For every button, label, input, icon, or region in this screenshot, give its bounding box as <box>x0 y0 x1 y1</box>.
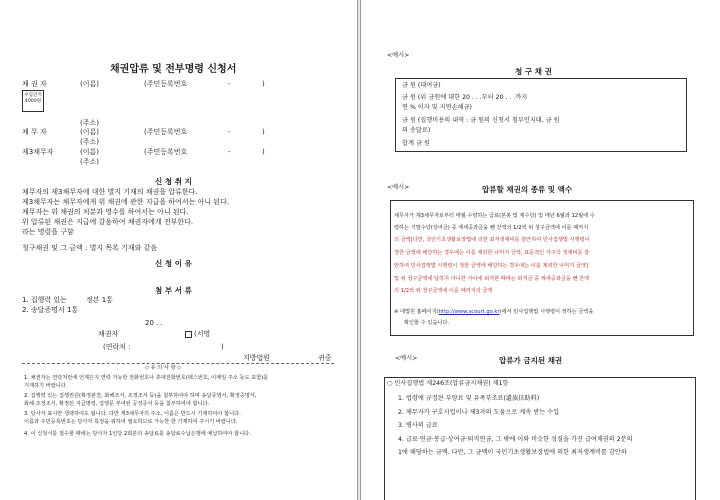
law-item: 4. 급료·연금·봉급·상여금·퇴직연금, 그 밖에 이와 비슷한 성질을 가진 급여채권의 2분의 <box>398 436 633 443</box>
note-line: 3. 당사자 표시란 생략하여도 됩니다. 다만 제3채무자의 주소, 이름은 반드시 기재하여야 합니다. <box>24 411 241 417</box>
claim-amount-line: 청구채권 및 그 금액 : 별지 목록 기재와 같음 <box>22 244 158 252</box>
seize-title: 압류할 채권의 종류 및 액수 <box>482 185 573 194</box>
stamp-label: 수입인지 <box>24 93 42 98</box>
right-page <box>362 0 720 500</box>
seize-line: 및 위 청구금액에 달하지 아니한 사이에 퇴직한 때에는 퇴직금 중 제세공과금을 뺀 잔액 <box>394 276 590 282</box>
contact-close: ) <box>221 343 224 351</box>
purpose-line: 위 압류된 채권은 지급에 갈음하여 채권자에게 전부한다. <box>22 218 194 226</box>
seize-line: 정한 금액에 해당하는 경우에는 이를 제외한 나머지 금액, 표준적인 가구의 생계비를 감 <box>394 250 590 256</box>
creditor-name-label: (이름) <box>80 80 99 88</box>
revenue-stamp-box <box>22 90 44 112</box>
creditor-id-sep: - <box>228 80 231 88</box>
creditor-role: 채 권 자 <box>22 80 47 88</box>
creditor-address-label: (주소) <box>80 119 99 127</box>
claim-row: 금 원 (대여금) <box>402 82 441 89</box>
law-item: 2. 채무자가 구호사업이나 제3자의 도움으로 계속 받는 수입 <box>398 409 560 416</box>
debtor-name-label: (이름) <box>80 128 99 136</box>
third-debtor-name-label: (이름) <box>80 148 99 156</box>
debtor-id-label: (주민등록번호 <box>144 128 188 136</box>
date-line: 20 . . <box>145 319 163 327</box>
third-debtor-role: 제3채무자 <box>22 148 54 156</box>
reason-heading: 신 청 이 유 <box>155 259 192 268</box>
claim-row: 연 % 이자 및 지연손해금) <box>402 104 472 111</box>
creditor-id-label: (주민등록번호 <box>144 80 188 88</box>
claim-row: 금 원 (집행비용의 내역 : 금 원의 신청서 첨부인지대, 금 원 <box>402 117 560 124</box>
seize-line: 채무자가 제3채무자로부터 매월 수령하는 급료(본봉 및 제수당) 및 매년 6월과 12월에 수 <box>394 213 595 219</box>
claim-row: 금 원 (위 금원에 대한 20 . . .부터 20 . . .까지 <box>402 94 528 101</box>
note-line: 2. 집행력 있는 집행권원(확정판결, 화해조서, 조정조서 등)을 첨부하여야 하며 송달증명서, 확정증명서, <box>24 393 257 399</box>
attachment-item: 정본 1통 <box>86 296 113 304</box>
forbidden-title: 압류가 금지된 채권 <box>499 356 563 365</box>
debtor-id-close: ) <box>262 128 265 136</box>
claim-row: 의 송달료) <box>402 127 431 134</box>
third-debtor-id-label: (주민등록번호 <box>144 148 188 156</box>
third-debtor-id-sep: - <box>228 148 231 156</box>
court-label: 지방법원 <box>243 354 271 362</box>
claim-row: 합계 금 원 <box>402 140 430 147</box>
homepage-note-suffix: )에서 민사집행법 시행령이 정하는 금액을 <box>499 309 594 315</box>
attachments-heading: 첨 부 서 류 <box>155 286 192 295</box>
purpose-line: 제3채무자는 채무자에게 위 채권에 관한 지급을 하여서는 아니 된다. <box>22 198 230 206</box>
left-page <box>0 0 356 500</box>
homepage-note <box>394 309 593 316</box>
purpose-line: 라는 명령을 구함 <box>22 228 74 236</box>
contact-label: (연락처 : <box>103 343 131 351</box>
attachment-item: 2. 송달증명서 1통 <box>22 306 79 314</box>
debtor-role: 채 무 자 <box>22 128 47 136</box>
note-line: 기재하기 바랍니다. <box>24 383 68 389</box>
seize-line: 의 1/2씩 위 청구금액에 이를 때까지의 금액 <box>394 288 493 294</box>
third-debtor-address-label: (주소) <box>80 158 99 166</box>
notes-divider <box>22 363 334 364</box>
third-debtor-id-close: ) <box>262 148 265 156</box>
note-line: 4. 이 신청서를 접수할 때에는 당사자 1인당 2회분의 송달료를 송달료수납은행에 예납하여야 합니다. <box>24 431 251 437</box>
example-label: <예시> <box>395 355 418 362</box>
homepage-note-prefix: ※ 대법원 홈페이지( <box>394 309 439 315</box>
court-homepage-link[interactable]: http://www.scourt.go.kr <box>438 309 500 315</box>
law-item: 1에 해당하는 금액. 다만, 그 금액이 국민기초생활보장법에 의한 최저생계비를 감안하 <box>398 449 627 456</box>
note-line: 1. 채권자는 연락처란에 언제든지 연락 가능한 전화번호나 휴대전화번호(팩스번호, 이메일 주소 등도 포함)를 <box>24 375 269 381</box>
seize-line: 안하여 민사집행법 시행령이 정한 금액에 해당하는 경우에는 이를 제외한 나머지 금액] <box>394 263 588 269</box>
example-label: <예시> <box>387 52 410 59</box>
example-label: <예시> <box>387 184 410 191</box>
seize-line: 의 금액[다만, 국민기초생활보장법에 의한 최저생계비를 감안하여 민사집행법 시행령이 <box>394 237 590 243</box>
notes-heading: ◇ 유 의 사 항 ◇ <box>145 365 182 371</box>
law-heading: ○ 민사집행법 제246조(압류금지채권) 제1항 <box>387 380 509 387</box>
creditor-id-close: ) <box>262 80 265 88</box>
stamp-amount: 4000원 <box>24 99 42 104</box>
purpose-line: 채무자는 위 채권의 처분과 영수를 하여서는 아니 된다. <box>22 208 189 216</box>
claim-title: 청 구 채 권 <box>515 67 552 76</box>
note-line: 화해·조정조서, 확정된 지급명령, 집행문 부여된 공정증서 등을 첨부하여야 합니다. <box>24 401 210 407</box>
law-item: 3. 병사의 급료 <box>398 422 438 429</box>
application-title: 채권압류 및 전부명령 신청서 <box>110 64 237 75</box>
note-line: 이름과 주민등록번호는 당사자 특정을 위하여 필요하므로 가능한 한 기재하여 주시기 바랍니다. <box>24 419 238 425</box>
seal-checkbox[interactable] <box>185 331 192 338</box>
attachment-item: 1. 집행력 있는 <box>22 296 67 304</box>
court-suffix: 귀중 <box>318 354 332 362</box>
debtor-address-label: (주소) <box>80 138 99 146</box>
law-item: 1. 법령에 규정된 부양료 및 유족부조료(遺族扶助料) <box>398 395 540 402</box>
purpose-line: 채무자의 제3채무자에 대한 별지 기재의 채권을 압류한다. <box>22 188 198 196</box>
creditor-sign-label: 채권자 <box>98 330 119 338</box>
seize-line: 령하는 기말수당(상여금) 중 제세공과금을 뺀 잔액의 1/2씩 위 청구금액에 이를 때까지 <box>394 225 589 231</box>
debtor-id-sep: - <box>228 128 231 136</box>
purpose-heading: 신 청 취 지 <box>155 177 192 186</box>
page-divider <box>357 0 361 500</box>
seal-label: (서명 <box>194 330 211 338</box>
homepage-note-line2: 확인할 수 있습니다. <box>404 320 450 326</box>
